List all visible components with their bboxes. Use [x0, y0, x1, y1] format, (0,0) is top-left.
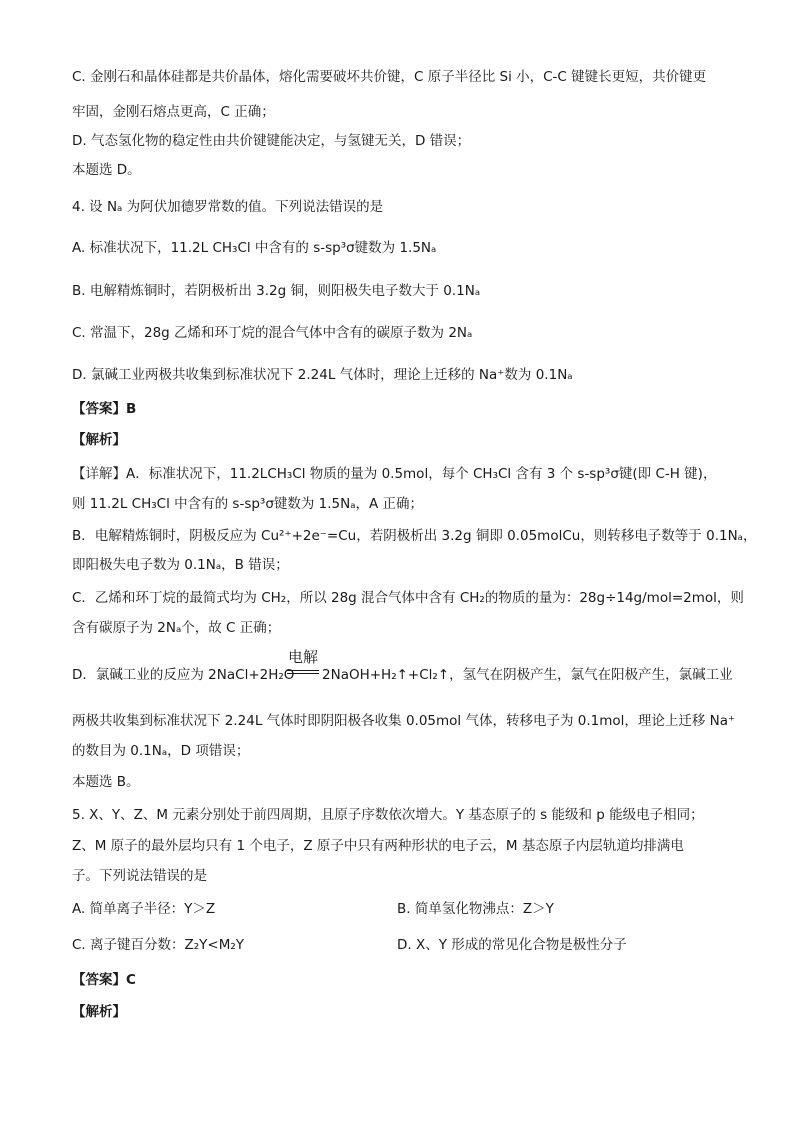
explanation-line: C．乙烯和环丁烷的最简式均为 CH₂，所以 28g 混合气体中含有 CH₂的物质的量为：28g÷14g/mol=2mol，则 [72, 590, 744, 606]
text-line: 本题选 D。 [72, 162, 141, 178]
analysis-label: 【解析】 [72, 432, 126, 448]
explanation-line: 含有碳原子为 2Nₐ个，故 C 正确； [72, 620, 281, 636]
question-5-stem: 5. X、Y、Z、M 元素分别处于前四周期，且原子序数依次增大。Y 基态原子的 s 能级和 p 能级电子相同； [72, 807, 704, 823]
explanation-line: 的数目为 0.1Nₐ，D 项错误； [72, 743, 250, 759]
equation-right: 2NaOH+H₂↑+Cl₂↑，氢气在阴极产生，氯气在阳极产生，氯碱工业 [322, 667, 733, 683]
equation-left: D．氯碱工业的反应为 2NaCl+2H₂O [72, 667, 295, 683]
question-4-stem: 4. 设 Nₐ 为阿伏加德罗常数的值。下列说法错误的是 [72, 199, 384, 215]
explanation-line: 【详解】A．标准状况下，11.2LCH₃Cl 物质的量为 0.5mol，每个 CH₃Cl 含有 3 个 s-sp³σ键(即 C-H 键)， [72, 466, 717, 482]
text-line: D. 气态氢化物的稳定性由共价键键能决定，与氢键无关，D 错误； [72, 133, 471, 149]
explanation-line: 即阳极失电子数为 0.1Nₐ，B 错误； [72, 557, 289, 573]
analysis-label: 【解析】 [72, 1004, 126, 1020]
answer-label: 【答案】C [72, 972, 136, 988]
question-4-option-c: C. 常温下，28g 乙烯和环丁烷的混合气体中含有的碳原子数为 2Nₐ [72, 325, 473, 341]
explanation-line: 两极共收集到标准状况下 2.24L 气体时即阴阳极各收集 0.05mol 气体，转移电子为 0.1mol，理论上迁移 Na⁺ [72, 713, 736, 729]
question-4-option-b: B. 电解精炼铜时，若阴极析出 3.2g 铜，则阳极失电子数大于 0.1Nₐ [72, 283, 481, 299]
question-5-option-d: D. X、Y 形成的常见化合物是极性分子 [397, 937, 627, 953]
explanation-line: 本题选 B。 [72, 774, 140, 790]
question-4-option-d: D. 氯碱工业两极共收集到标准状况下 2.24L 气体时，理论上迁移的 Na⁺数为 0.1Nₐ [72, 367, 573, 383]
question-5-option-b: B. 简单氢化物沸点：Z＞Y [397, 901, 554, 917]
question-5-stem: Z、M 原子的最外层均只有 1 个电子，Z 原子中只有两种形状的电子云，M 基态原子内层轨道均排满电 [72, 838, 684, 854]
question-5-option-c: C. 离子键百分数：Z₂Y<M₂Y [72, 937, 245, 953]
explanation-line: B．电解精炼铜时，阴极反应为 Cu²⁺+2e⁻=Cu，若阴极析出 3.2g 铜即 0.05molCu，则转移电子数等于 0.1Nₐ， [72, 528, 757, 544]
question-5-stem: 子。下列说法错误的是 [72, 868, 207, 884]
question-5-option-a: A. 简单离子半径：Y＞Z [72, 901, 216, 917]
answer-label: 【答案】B [72, 401, 137, 417]
question-4-option-a: A. 标准状况下，11.2L CH₃Cl 中含有的 s-sp³σ键数为 1.5Nₐ [72, 240, 437, 256]
reaction-equals-sign [287, 670, 319, 674]
text-line: 牢固，金刚石熔点更高，C 正确； [72, 104, 275, 120]
explanation-line: 则 11.2L CH₃Cl 中含有的 s-sp³σ键数为 1.5Nₐ，A 正确； [72, 496, 424, 512]
reaction-condition: 电解 [288, 648, 319, 666]
text-line: C. 金刚石和晶体硅都是共价晶体，熔化需要破坏共价键，C 原子半径比 Si 小，C-C 键键长更短，共价键更 [72, 69, 707, 85]
